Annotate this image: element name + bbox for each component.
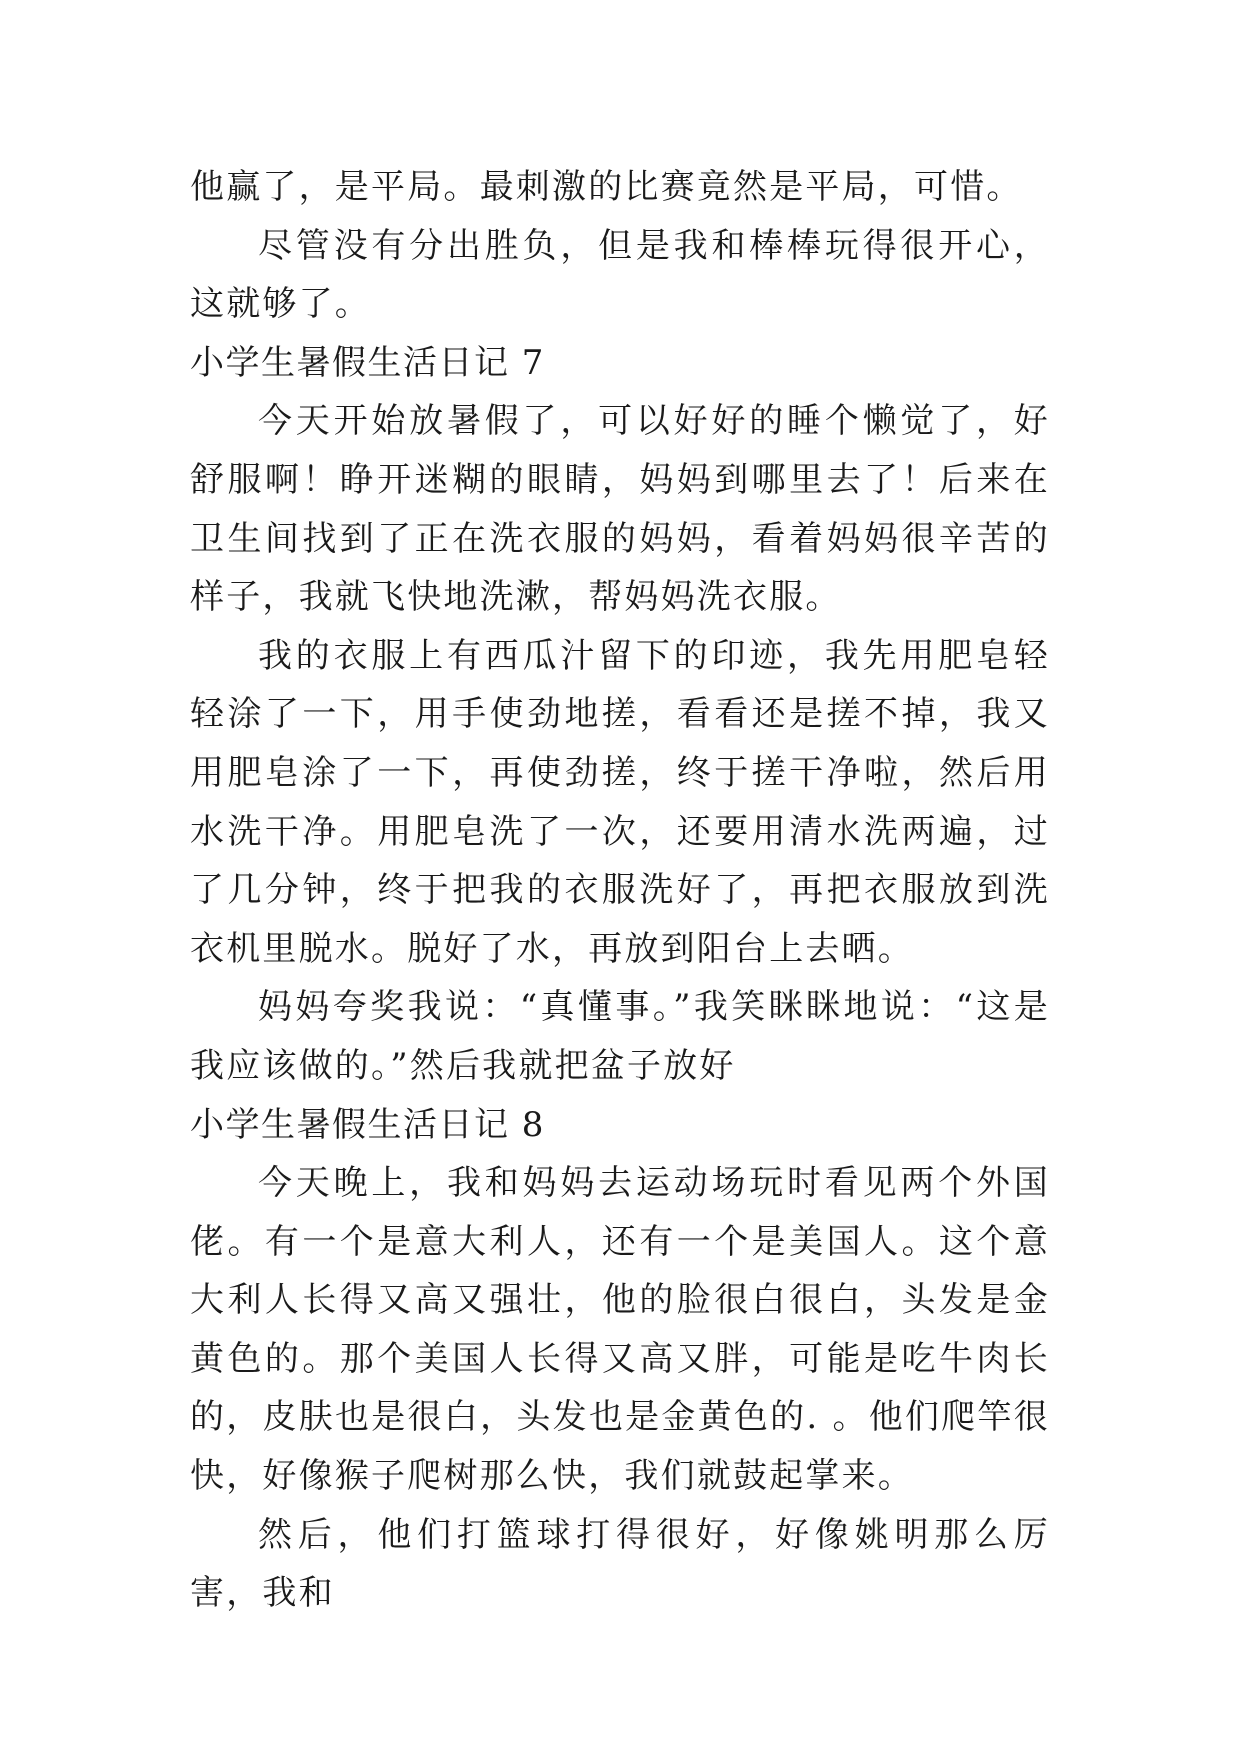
paragraph-1: 他赢了，是平局。最刺激的比赛竟然是平局，可惜。 bbox=[190, 167, 1023, 207]
diary-heading-7: 小学生暑假生活日记 7 bbox=[190, 342, 545, 383]
paragraph-4: 我的衣服上有西瓜汁留下的印迹，我先用肥皂轻轻涂了一下，用手使劲地搓，看看还是搓不掉，我又用肥皂涂了一下，再使劲搓，终于搓干净啦，然后用水洗干净。用肥皂洗了一次，还要用清水洗两遍，过了几分钟，终于把我的衣服洗好了，再把衣服放到洗衣机里脱水。脱好了水，再放到阳台上去晒。 bbox=[190, 635, 1050, 969]
paragraph-2: 尽管没有分出胜负，但是我和棒棒玩得很开心，这就够了。 bbox=[190, 225, 1050, 325]
paragraph-6: 今天晚上，我和妈妈去运动场玩时看见两个外国佬。有一个是意大利人，还有一个是美国人。这个意大利人长得又高又强壮，他的脸很白很白，头发是金黄色的。那个美国人长得又高又胖，可能是吃牛肉长的，皮肤也是很白，头发也是金黄色的. 。他们爬竿很快，好像猴子爬树那么快，我们就鼓起掌来。 bbox=[190, 1163, 1050, 1497]
paragraph-3: 今天开始放暑假了，可以好好的睡个懒觉了，好舒服啊！睁开迷糊的眼睛，妈妈到哪里去了！后来在卫生间找到了正在洗衣服的妈妈，看着妈妈很辛苦的样子，我就飞快地洗漱，帮妈妈洗衣服。 bbox=[190, 401, 1050, 618]
document-body bbox=[190, 158, 1050, 1623]
diary-heading-8: 小学生暑假生活日记 8 bbox=[190, 1104, 545, 1145]
paragraph-7: 然后，他们打篮球打得很好，好像姚明那么厉害，我和 bbox=[190, 1514, 1050, 1614]
paragraph-5: 妈妈夸奖我说：“真懂事。”我笑眯眯地说：“这是我应该做的。”然后我就把盆子放好 bbox=[190, 987, 1050, 1086]
